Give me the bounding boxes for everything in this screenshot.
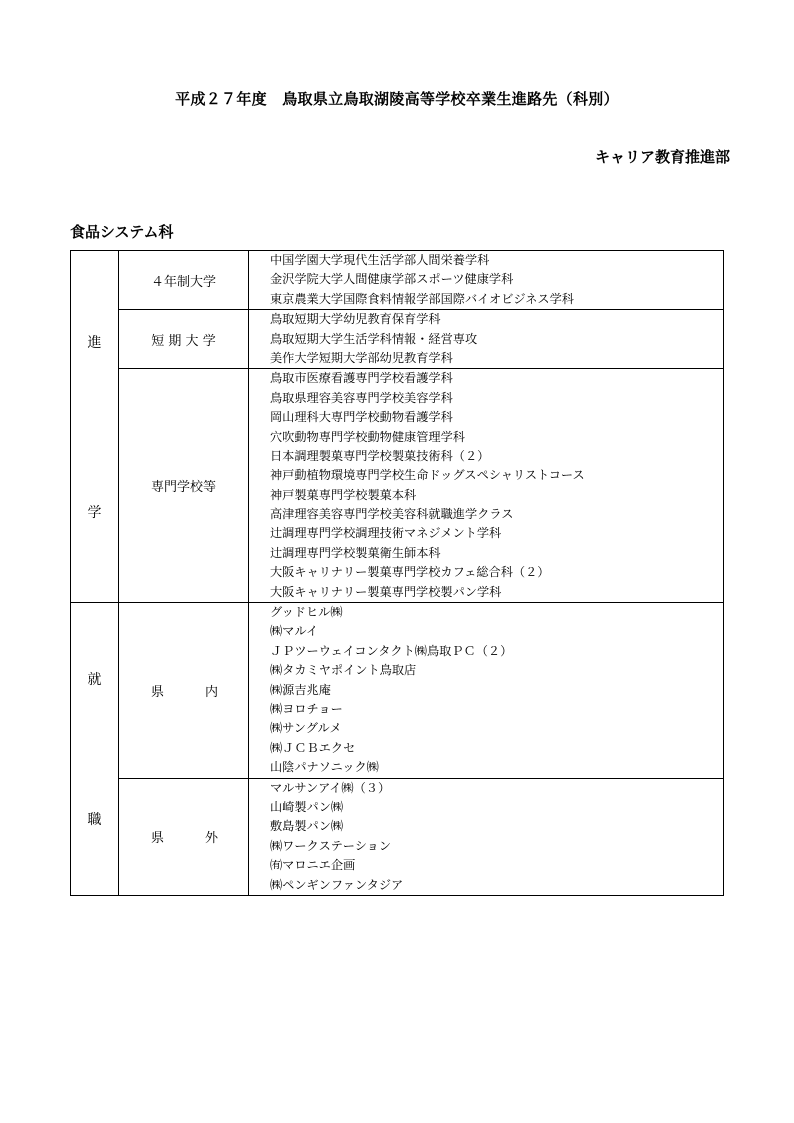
subcategory-label: 県 — [151, 831, 165, 847]
list-item: 鳥取短期大学生活学科情報・経営専攻 — [270, 331, 478, 346]
department-name: キャリア教育推進部 — [594, 148, 730, 166]
list-item: マルサンアイ㈱（３） — [270, 780, 391, 795]
list-item: 岡山理科大専門学校動物看護学科 — [270, 410, 453, 425]
table-row — [71, 369, 724, 603]
subcategory-cell — [119, 603, 249, 779]
list-item: 神戸製菓専門学校製菓本科 — [270, 487, 417, 502]
category-label: 学 — [87, 504, 102, 521]
list-item: 大阪キャリナリー製菓専門学校製パン学科 — [270, 584, 502, 599]
list-item: 鳥取市医療看護専門学校看護学科 — [270, 371, 453, 386]
list-item: ㈱ワークステーション — [270, 838, 392, 853]
list-item: ㈱ペンギンファンタジア — [270, 877, 404, 892]
list-item: 金沢学院大学人間健康学部スポーツ健康学科 — [270, 272, 514, 287]
item-list — [249, 778, 724, 895]
list-item: ＪＰツーウェイコンタクト㈱鳥取ＰＣ（２） — [270, 643, 513, 658]
table-row — [71, 603, 724, 779]
list-item: 美作大学短期大学部幼児教育学科 — [270, 350, 453, 365]
item-list — [249, 369, 724, 603]
list-item: 敷島製パン㈱ — [270, 819, 344, 834]
table-row — [71, 251, 724, 310]
subcategory-label: 内 — [204, 684, 218, 700]
table-row — [71, 310, 724, 369]
category-label: 職 — [87, 811, 102, 828]
list-item: 山陰パナソニック㈱ — [270, 760, 379, 775]
list-item: ㈲マロニエ企画 — [270, 858, 356, 873]
list-item: 鳥取短期大学幼児教育保育学科 — [270, 312, 441, 327]
category-label: 進 — [87, 334, 102, 351]
list-item: 鳥取県理容美容専門学校美容学科 — [270, 390, 453, 405]
subcategory-cell: 短 期 大 学 — [119, 310, 249, 369]
list-item: 辻調理専門学校製菓衛生師本科 — [270, 545, 441, 560]
list-item: ㈱源吉兆庵 — [270, 682, 331, 697]
list-item: ㈱サングルメ — [270, 721, 342, 736]
list-item: 山崎製パン㈱ — [270, 799, 344, 814]
subcategory-label: 県 — [151, 684, 165, 700]
list-item: 高津理容美容専門学校美容科就職進学クラス — [270, 507, 514, 522]
list-item: ㈱ヨロチョー — [270, 701, 343, 716]
list-item: 穴吹動物専門学校動物健康管理学科 — [270, 429, 465, 444]
subcategory-label: 外 — [204, 831, 218, 847]
page-title: 平成２７年度 鳥取県立鳥取湖陵高等学校卒業生進路先（科別） — [175, 90, 619, 108]
item-list — [249, 310, 724, 369]
list-item: 神戸動植物環境専門学校生命ドッグスペシャリストコース — [270, 468, 585, 483]
list-item: ㈱ＪＣＢエクセ — [270, 740, 356, 755]
list-item: 日本調理製菓専門学校製菓技術科（２） — [270, 448, 490, 463]
subcategory-cell: 専門学校等 — [119, 369, 249, 603]
item-list — [249, 603, 724, 779]
item-list — [249, 251, 724, 310]
category-cell-shingaku — [71, 251, 119, 603]
subcategory-cell: ４年制大学 — [119, 251, 249, 310]
list-item: 大阪キャリナリー製菓専門学校カフェ総合科（２） — [270, 565, 550, 580]
list-item: 辻調理専門学校調理技術マネジメント学科 — [270, 526, 502, 541]
list-item: グッドヒル㈱ — [270, 605, 343, 620]
category-label: 就 — [87, 671, 102, 688]
table-row — [71, 778, 724, 895]
list-item: ㈱マルイ — [270, 624, 319, 639]
list-item: ㈱タカミヤポイント鳥取店 — [270, 663, 417, 678]
subcategory-cell — [119, 778, 249, 895]
list-item: 中国学園大学現代生活学部人間栄養学科 — [270, 253, 490, 267]
section-title: 食品システム科 — [70, 223, 174, 241]
destination-table — [70, 250, 724, 896]
category-cell-shushoku — [71, 603, 119, 896]
list-item: 東京農業大学国際食料情報学部国際バイオビジネス学科 — [270, 291, 574, 306]
